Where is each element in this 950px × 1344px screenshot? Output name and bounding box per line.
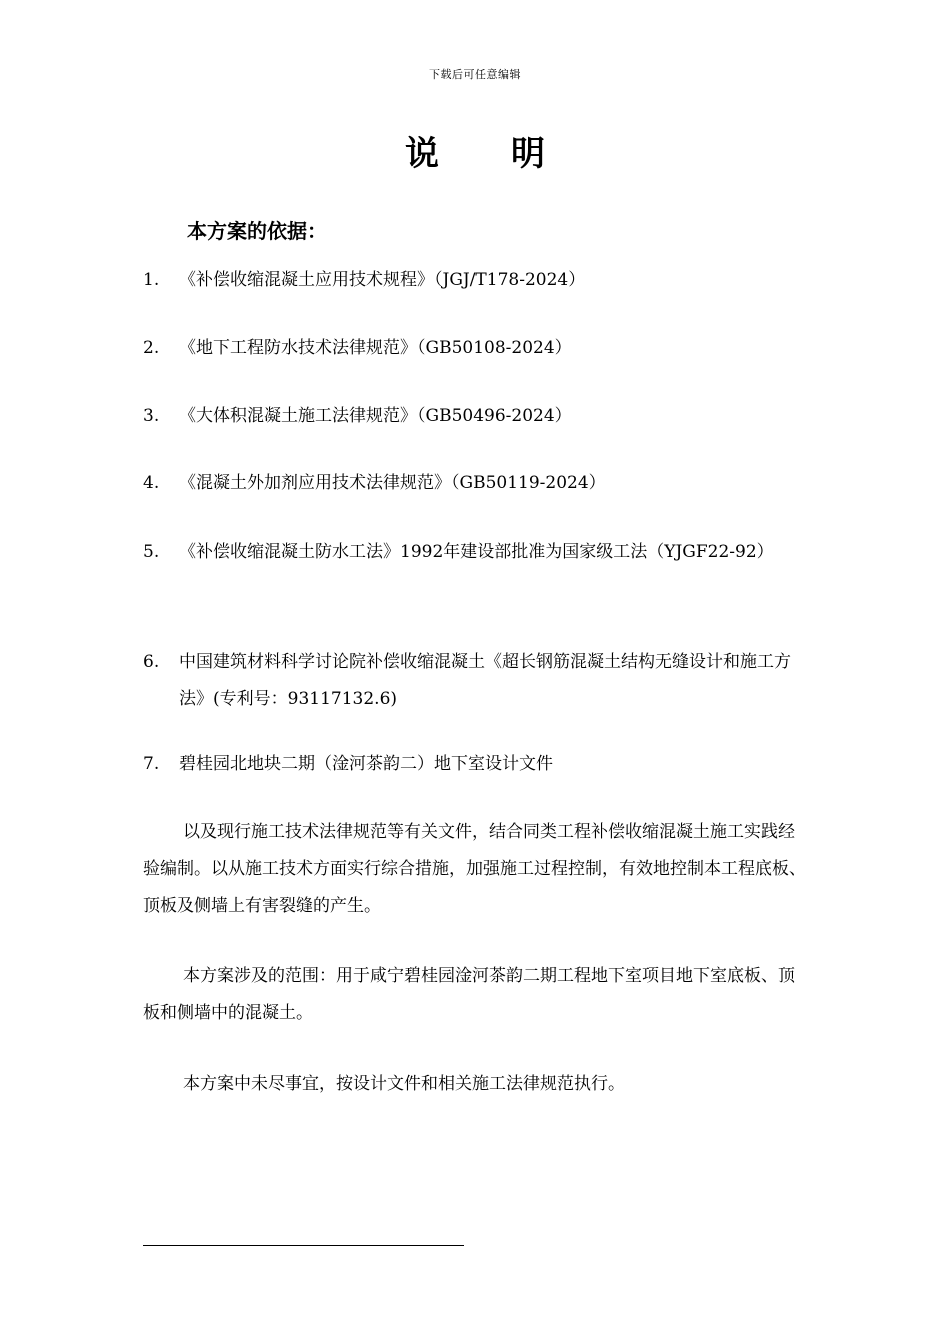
- summary-paragraph: 以及现行施工技术法律规范等有关文件，结合同类工程补偿收缩混凝土施工实践经验编制。以从施工技术方面实行综合措施，加强施工过程控制，有效地控制本工程底板、顶板及侧墙上有害裂缝的产生。: [143, 822, 806, 916]
- reference-number: 5.: [143, 542, 160, 562]
- reference-text: 中国建筑材料科学讨论院补偿收缩混凝土《超长钢筋混凝土结构无缝设计和施工方法》(专利号：93117132.6): [179, 652, 791, 709]
- reference-text: 《补偿收缩混凝土防水工法》1992年建设部批准为国家级工法（YJGF22-92）: [179, 542, 774, 562]
- reference-number: 1.: [143, 270, 160, 290]
- reference-text: 《地下工程防水技术法律规范》（GB50108-2024）: [179, 338, 572, 358]
- page-header-note: 下载后可任意编辑: [429, 68, 521, 81]
- reference-number: 6.: [143, 652, 160, 672]
- note-paragraph: 本方案中未尽事宜，按设计文件和相关施工法律规范执行。: [183, 1074, 625, 1094]
- reference-number: 4.: [143, 473, 160, 493]
- scope-paragraph: 本方案涉及的范围：用于咸宁碧桂园淦河茶韵二期工程地下室项目地下室底板、顶板和侧墙中的混凝土。: [143, 966, 795, 1023]
- reference-item: [143, 644, 813, 718]
- document-title: 说明: [405, 134, 617, 174]
- reference-item: [143, 534, 813, 571]
- reference-number: 2.: [143, 338, 160, 358]
- reference-number: 7.: [143, 754, 160, 774]
- reference-item: [143, 465, 813, 502]
- reference-text: 《大体积混凝土施工法律规范》（GB50496-2024）: [179, 406, 572, 426]
- footnote-divider: [143, 1245, 464, 1246]
- reference-item: [143, 746, 813, 783]
- reference-item: [143, 262, 813, 299]
- reference-text: 碧桂园北地块二期（淦河茶韵二）地下室设计文件: [179, 754, 553, 774]
- reference-text: 《混凝土外加剂应用技术法律规范》（GB50119-2024）: [179, 473, 606, 493]
- reference-item: [143, 330, 813, 367]
- reference-text: 《补偿收缩混凝土应用技术规程》（JGJ/T178-2024）: [179, 270, 586, 290]
- reference-item: [143, 398, 813, 435]
- reference-number: 3.: [143, 406, 160, 426]
- basis-heading: 本方案的依据：: [187, 219, 327, 243]
